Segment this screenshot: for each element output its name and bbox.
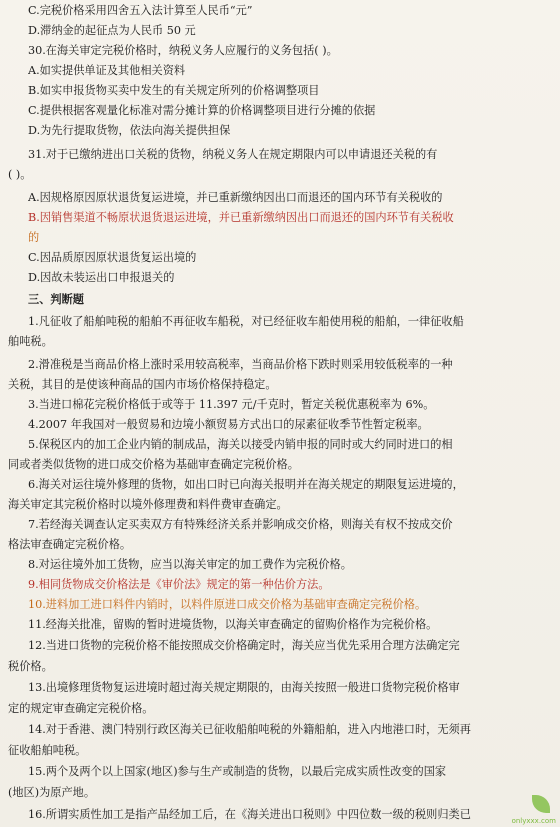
leaf-icon xyxy=(532,795,550,813)
text-line-28: 8.对运往境外加工货物，应当以海关审定的加工费作为完税价格。 xyxy=(28,558,352,571)
text-line-9: ( )。 xyxy=(8,168,32,181)
text-line-11: B.因销售渠道不畅原状退货退运进境，并已重新缴纳因出口而退还的国内环节有关税收 xyxy=(28,211,454,224)
text-line-31: 11.经海关批准，留购的暂时进境货物，以海关审查确定的留购价格作为完税价格。 xyxy=(28,618,438,631)
text-line-23: 同或者类似货物的进口成交价格为基础审查确定完税价格。 xyxy=(8,458,299,471)
text-line-33: 税价格。 xyxy=(8,660,53,673)
text-line-16: 1.凡征收了船舶吨税的船舶不再征收车船税，对已经征收车船使用税的船舶，一律征收船 xyxy=(28,315,464,328)
text-line-19: 关税，其目的是使该种商品的国内市场价格保持稳定。 xyxy=(8,378,277,391)
text-line-8: 31.对于已缴纳进出口关税的货物，纳税义务人在规定期限内可以申请退还关税的有 xyxy=(28,148,438,161)
text-line-18: 2.滑准税是当商品价格上涨时采用较高税率，当商品价格下跌时则采用较低税率的一种 xyxy=(28,358,453,371)
text-line-21: 4.2007 年我国对一般贸易和边境小额贸易方式出口的尿素征收季节性暂定税率。 xyxy=(28,418,429,431)
text-line-27: 格法审查确定完税价格。 xyxy=(8,538,132,551)
text-line-35: 定的规定审查确定完税价格。 xyxy=(8,702,154,715)
text-line-7: D.为先行提取货物，依法向海关提供担保 xyxy=(28,124,231,137)
text-line-38: 15.两个及两个以上国家(地区)参与生产或制造的货物，以最后完成实质性改变的国家 xyxy=(28,765,447,778)
text-line-10: A.因规格原因原状退货复运进境，并已重新缴纳因出口而退还的国内环节有关税收的 xyxy=(28,191,443,204)
text-line-13: C.因品质原因原状退货复运出境的 xyxy=(28,251,197,264)
text-line-30: 10.进料加工进口料件内销时，以料件原进口成交价格为基础审查确定完税价格。 xyxy=(28,598,427,611)
text-line-5: B.如实申报货物买卖中发生的有关规定所列的价格调整项目 xyxy=(28,84,320,97)
section-heading: 三、判断题 xyxy=(28,292,84,306)
text-line-17: 舶吨税。 xyxy=(8,335,53,348)
text-line-39: (地区)为原产地。 xyxy=(8,786,96,799)
text-line-25: 海关审定其完税价格时以境外修理费和料件费审查确定。 xyxy=(8,498,288,511)
text-line-37: 征收船舶吨税。 xyxy=(8,744,87,757)
text-line-2: D.滞纳金的起征点为人民币 50 元 xyxy=(28,24,196,37)
watermark-logo xyxy=(511,795,556,825)
text-line-6: C.提供根据客观量化标准对需分摊计算的价格调整项目进行分摊的依据 xyxy=(28,104,376,117)
text-line-36: 14.对于香港、澳门特别行政区海关已征收船舶吨税的外籍船舶，进入内地港口时，无须再 xyxy=(28,723,471,736)
text-line-40: 16.所谓实质性加工是指产品经加工后，在《海关进出口税则》中四位数一级的税则归类已 xyxy=(28,808,471,821)
text-line-4: A.如实提供单证及其他相关资料 xyxy=(28,64,186,77)
text-line-22: 5.保税区内的加工企业内销的制成品，海关以接受内销申报的同时或大约同时进口的相 xyxy=(28,438,453,451)
text-line-1: C.完税价格采用四舍五入法计算至人民币“元” xyxy=(28,4,253,17)
text-line-29: 9.相同货物成交价格法是《审价法》规定的第一种估价方法。 xyxy=(28,578,330,591)
text-line-3: 30.在海关审定完税价格时，纳税义务人应履行的义务包括( )。 xyxy=(28,44,338,57)
text-line-32: 12.当进口货物的完税价格不能按照成交价格确定时，海关应当优先采用合理方法确定完 xyxy=(28,639,460,652)
text-line-12: 的 xyxy=(28,231,40,244)
text-line-34: 13.出境修理货物复运进境时超过海关规定期限的，由海关按照一般进口货物完税价格审 xyxy=(28,681,460,694)
watermark-text: onlyxxx.com xyxy=(511,817,556,825)
text-line-26: 7.若经海关调查认定买卖双方有特殊经济关系并影响成交价格，则海关有权不按成交价 xyxy=(28,518,453,531)
text-line-14: D.因故未装运出口申报退关的 xyxy=(28,271,175,284)
text-line-20: 3.当进口棉花完税价格低于或等于 11.397 元/千克时，暂定关税优惠税率为 6%。 xyxy=(28,398,435,411)
text-line-24: 6.海关对运往境外修理的货物，如出口时已向海关报明并在海关规定的期限复运进境的， xyxy=(28,478,464,491)
